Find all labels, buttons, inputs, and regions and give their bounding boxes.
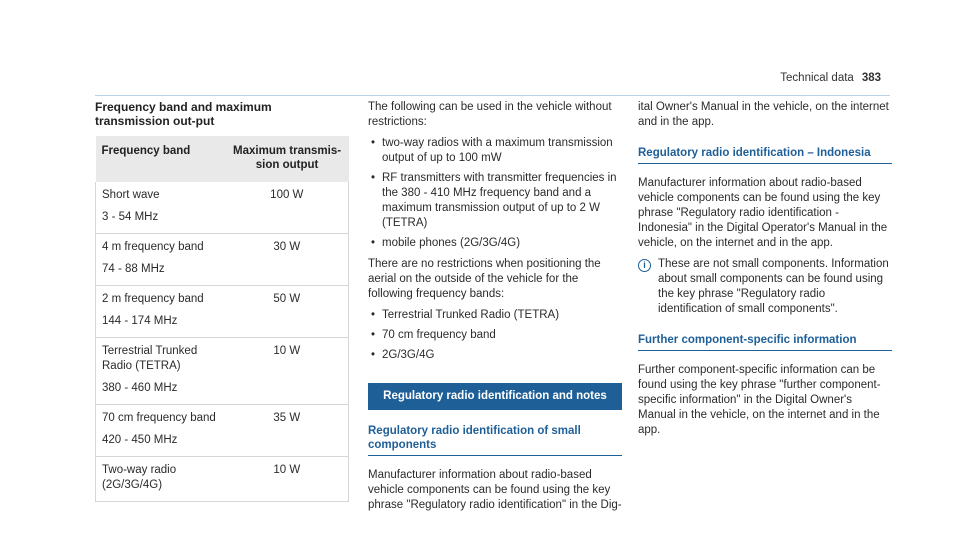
info-note bbox=[638, 257, 892, 317]
band-cell bbox=[96, 234, 226, 286]
section-name: Technical data bbox=[780, 72, 854, 84]
small-components-paragraph: Manufacturer information about radio-based vehicle components can be found using the key phrase "Regulatory radio identification" in the Dig- bbox=[368, 469, 622, 511]
further-info-paragraph: Further component-specific information can be found using the key phrase "further component-specific information" in the Digital Owner's Manual in the vehicle, on the internet and in the app. bbox=[638, 364, 881, 436]
list-item: • two-way radios with a maximum transmission output of up to 100 mW bbox=[368, 136, 622, 166]
list-item: • RF transmitters with transmitter frequencies in the 380 - 410 MHz frequency band and a maximum transmission output of up to 2 W (TETRA) bbox=[368, 171, 622, 231]
continued-paragraph: ital Owner's Manual in the vehicle, on the internet and in the app. bbox=[638, 101, 889, 128]
column-frequency-table bbox=[95, 100, 349, 502]
band-text: 74 - 88 MHz bbox=[102, 263, 165, 275]
output-cell: 50 W bbox=[226, 286, 349, 338]
frequency-bands-list bbox=[368, 308, 622, 363]
table-row bbox=[96, 338, 349, 405]
further-info-heading: Further component-specific information bbox=[638, 333, 892, 351]
band-text: 3 - 54 MHz bbox=[102, 211, 159, 223]
note-text: These are not small components. Information about small components can be found using the key phrase "Regulatory radio identification of small components". bbox=[658, 258, 889, 315]
aerial-paragraph: There are no restrictions when positioning the aerial on the outside of the vehicle for the following frequency bands: bbox=[368, 258, 601, 300]
header-rule bbox=[95, 95, 890, 96]
table-header-band: Frequency band bbox=[96, 136, 226, 182]
band-cell bbox=[96, 405, 226, 457]
band-cell bbox=[96, 286, 226, 338]
band-text: 144 - 174 MHz bbox=[102, 315, 178, 327]
band-text: 70 cm frequency band bbox=[102, 412, 216, 424]
band-cell bbox=[96, 338, 226, 405]
output-cell: 100 W bbox=[226, 182, 349, 234]
list-item: • Terrestrial Trunked Radio (TETRA) bbox=[368, 308, 622, 323]
output-cell: 10 W bbox=[226, 338, 349, 405]
column-right bbox=[638, 100, 892, 444]
output-cell: 35 W bbox=[226, 405, 349, 457]
column-middle bbox=[368, 100, 622, 519]
band-text: 420 - 450 MHz bbox=[102, 434, 178, 446]
output-cell: 30 W bbox=[226, 234, 349, 286]
band-text: 380 - 460 MHz bbox=[102, 382, 178, 394]
band-text: 2 m frequency band bbox=[102, 293, 204, 305]
table-row bbox=[96, 457, 349, 502]
band-cell bbox=[96, 182, 226, 234]
indonesia-heading: Regulatory radio identification – Indonesia bbox=[638, 146, 892, 164]
band-text: Two-way radio (2G/3G/4G) bbox=[102, 464, 177, 491]
unrestricted-list bbox=[368, 136, 622, 251]
list-item: • 2G/3G/4G bbox=[368, 348, 622, 363]
list-item: • mobile phones (2G/3G/4G) bbox=[368, 236, 622, 251]
table-row bbox=[96, 234, 349, 286]
table-row bbox=[96, 182, 349, 234]
band-text: Terrestrial Trunked Radio (TETRA) bbox=[102, 345, 198, 372]
table-header-output: Maximum transmis-sion output bbox=[226, 136, 349, 182]
page-header bbox=[780, 71, 881, 86]
indonesia-paragraph: Manufacturer information about radio-based vehicle components can be found using the key phrase "Regulatory radio identification - Indonesia" in the Digital Operator's Manual in the vehicle, on the internet and in the app. bbox=[638, 177, 888, 249]
table-row bbox=[96, 405, 349, 457]
output-cell: 10 W bbox=[226, 457, 349, 502]
band-cell bbox=[96, 457, 226, 502]
info-icon: i bbox=[638, 259, 651, 272]
frequency-section-title: Frequency band and maximum transmission out-put bbox=[95, 100, 272, 128]
band-text: Short wave bbox=[102, 189, 160, 201]
small-components-heading: Regulatory radio identification of small components bbox=[368, 424, 622, 456]
frequency-table bbox=[95, 136, 349, 502]
regulatory-section-bar: Regulatory radio identification and notes bbox=[368, 383, 622, 410]
intro-paragraph: The following can be used in the vehicle without restrictions: bbox=[368, 101, 612, 128]
band-text: 4 m frequency band bbox=[102, 241, 204, 253]
table-row bbox=[96, 286, 349, 338]
page-number: 383 bbox=[861, 72, 881, 84]
list-item: • 70 cm frequency band bbox=[368, 328, 622, 343]
